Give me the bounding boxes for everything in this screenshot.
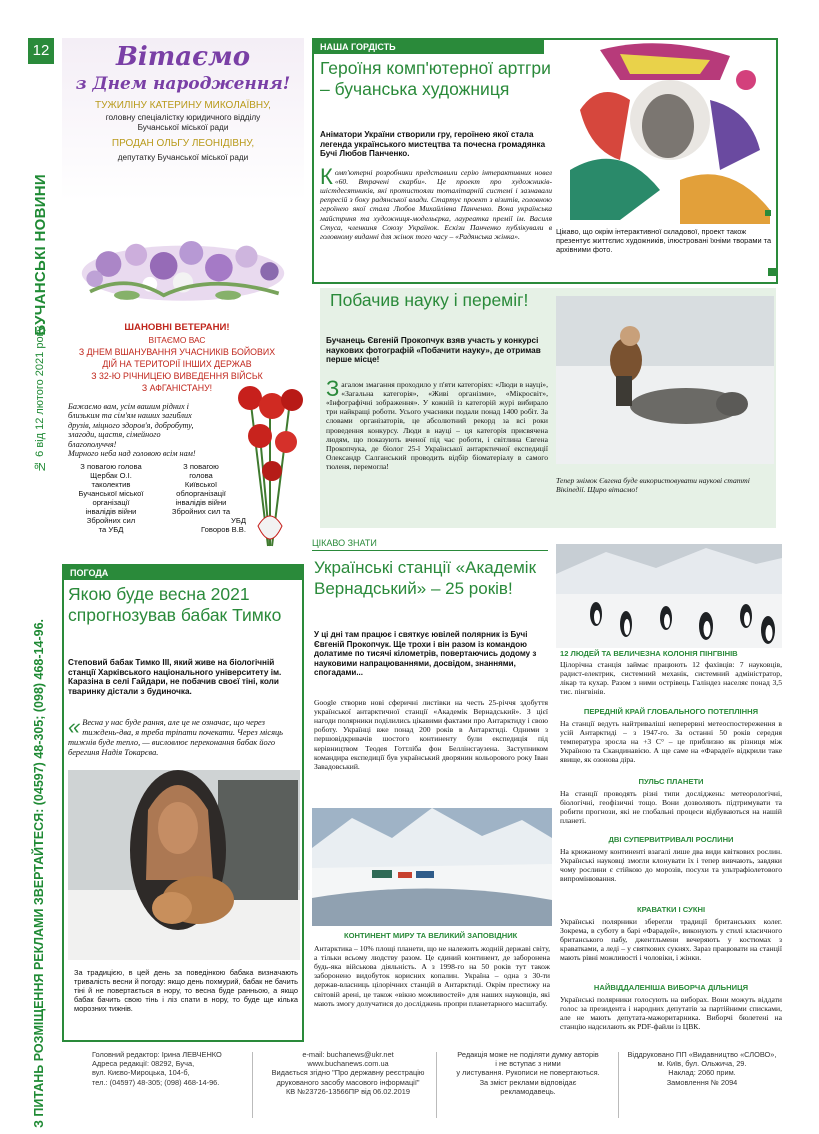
section-head: ПЕРЕДНІЙ КРАЙ ГЛОБАЛЬНОГО ПОТЕПЛІННЯ [583,707,759,716]
masthead-strip [28,66,54,476]
sign-cell: інвалідів війни [175,497,227,507]
imprint-line: За зміст реклами відповідає [479,1077,577,1087]
footer-divider [618,1052,619,1118]
sign-cell: та УБД [98,524,124,534]
imprint-printing [622,1050,782,1087]
imprint-line: м. Київ, бул. Ольжича, 29. [657,1059,747,1069]
science-caption: Тепер знімок Євгена буде використовувати наукові статті Вікіпедії. Щиро вітаємо! [556,476,750,495]
imprint-line: Видається згідно "Про державну реєстрацію [271,1068,425,1078]
antarctic-station-photo [312,808,552,926]
science-lead: Бучанець Євгеній Прокопчук взяв участь у конкурсі наукових фотографій «Побачити науку», де отримав перше місце! [326,336,541,365]
newspaper-name: БУЧАНСЬКІ НОВИНИ [32,174,49,336]
penguins-photo [556,544,782,648]
dropcap: К [320,164,333,189]
vernadsky-rubric: ЦІКАВО ЗНАТИ [312,538,377,548]
imprint-editor [62,1050,242,1087]
artist-collage-illustration [560,40,774,224]
weather-rubric: ПОГОДА [64,566,302,580]
veterans-line: З ДНЕМ ВШАНУВАННЯ УЧАСНИКІВ БОЙОВИХ [78,347,276,357]
vernadsky-lead: У ці дні там працює і святкує ювілей полярник із Бучі Євгеній Прокопчук. Ще трохи і він разом із командою долатиме по тисячі кілометрів, повертаючись додому з науковими напрацюваннями, досвідом, знаннями, спогадами... [314,630,537,678]
page-number: 12 [28,38,54,64]
birthday-subtitle: з Днем народження! [75,74,291,94]
poem-line: злагоди, щастя, сімейного [68,430,161,440]
birthday-person2-role: депутатку Бучанської міської ради [117,153,249,162]
seal-research-photo [556,296,774,464]
science-title: Побачив науку і переміг! [330,290,529,310]
imprint-footer [62,1050,784,1132]
imprint-line: тел.: (04597) 48-305; (098) 468-14-96. [92,1077,220,1087]
hero-lead: Аніматори України створили гру, героїнею якої стала легенда українського мистецтва та почесна громадянка Бучі Любов Панченко. [320,130,546,159]
birthday-person1-role: головну спеціалістку юридичного відділу [105,113,261,122]
sign-cell: організації [92,497,130,507]
veterans-poem [68,402,218,459]
sign-cell: Збройних сил та [171,506,231,516]
veterans-line: З АФГАНІСТАНУ! [141,383,213,393]
imprint-line: Віддруковано ПП «Видавництво «СЛОВО», [627,1050,777,1059]
sign-cell: Бучанської міської [78,488,144,498]
veterans-signatures [66,463,246,535]
imprint-contacts [258,1050,438,1096]
imprint-line: e-mail: buchanews@ukr.net [302,1050,394,1059]
weather-title: Якою буде весна 2021 спрогнозував бабак Тимко [68,584,282,625]
poem-line: Бажаємо вам, усім вашим рідних і [68,402,189,411]
poem-line: благополуччя! [68,439,117,449]
section-text: Цілорічна станція займає працюють 12 фахівців: 7 науковців, радист-електрик, системний механік, системний адміністратор, лікар та кухар. Разом з ними острівець Галіндез населяє понад 3,5 тис. пінгвінів. [560,660,782,697]
section-head: 12 ЛЮДЕЙ ТА ВЕЛИЧЕЗНА КОЛОНІЯ ПІНГВІНІВ [560,649,738,658]
imprint-line: і не вступає з ними [495,1059,561,1069]
section-head: КРАВАТКИ І СУКНІ [636,905,706,914]
section-head: ДВІ СУПЕРВИТРИВАЛІ РОСЛИНИ [608,835,734,844]
section-text: На станції ведуть найтриваліші неперервні метеоспостереження в усій Антарктиді – з 1947-го. За останні 50 років середня температура зросла на +3 С° – це приблизно як різниця між Україною та Скандинавією. А ще саме на «Фарадеї» відкрили таке явище, як озонова діра. [560,719,782,765]
birthday-title: Вітаємо [115,42,251,72]
imprint-line: www.buchanews.com.ua [307,1059,389,1069]
veterans-line: ВІТАЄМО ВАС [148,335,206,345]
imprint-line: рекламодавець. [500,1086,556,1096]
section-text: Українські полярники голосують на виборах. Вони можуть віддати голос за президента і народних депутатів за партійними списками, але не мають депутата-мажоритарника. Виборчі бюлетені на станцію надсилають як PDF-файли із ЦВК. [560,995,782,1032]
quote-mark: « [68,714,81,739]
science-body [326,376,548,471]
weather-quote-text: Весна у нас буде рання, але це не означає, що через тиждень-два, я треба тріпати почекати. Через місяць тижнів буде тепло, — висловлює переконання бабак його берегиня Надія Токарєва. [68,718,283,757]
weather-body: За традицією, в цей день за поведінкою бабака визначають тривалість весни й погоду: якщо день похмурий, бабак не бачить тіні й не повертається в нору, то весна буде ранньою, а якщо бабак бачить свою тінь і ліз спати в нору, то буде ще кілька морозних тижнів. [74,968,298,1014]
section-text: На станції проводять різні типи досліджень: метеорологічні, біологічні, геофізичні тощо. Вони дозволяють підтримувати та робити прогнози, які не глобальні процеси відбуваються на нашій планеті. [560,789,782,826]
imprint-line: Редакція може не поділяти думку авторів [457,1050,599,1059]
flowers-illustration [62,218,304,310]
imprint-line: Головний редактор: Ірина ЛЕВЧЕНКО [92,1050,222,1059]
birthday-person1: ТУЖИЛІНУ КАТЕРИНУ МИКОЛАЇВНУ, [95,100,271,111]
footer-divider [436,1052,437,1118]
sign-cell: З повагою голова [80,462,142,471]
imprint-line: у листування. Рукописи не повертаються. [456,1068,600,1078]
imprint-line: вул. Києво-Мироцька, 104-б, [92,1068,190,1078]
sign-cell: голова [189,470,213,480]
section-head: НАЙВІДДАЛЕНІША ВИБОРЧА ДІЛЬНИЦЯ [593,983,749,992]
poem-line: Мирного неба над головою всім нам! [68,449,196,459]
hero-body-text: омп'ютерні розробники представили серію інтерактивних новел «60. Втрачені скарби». Це проект про художників-шістдесятників, які протистояли тоталітарній системі і зазнавали репресій з боку радянської влади. Стартує проект з візитів, головною героїнею якої стала Любов Михайлівна Панченко. Вона українська майстриня та художниця-модельєрка, лауреатка премії ім. Василя Стуса, членкиня Союзу Українок. Ескізи Панченко публікували в головному виданні для жінок того часу – «Радянська жінка». [320,168,552,241]
section-head: ПУЛЬС ПЛАНЕТИ [638,777,704,786]
sign-cell: інвалідів війни [85,506,137,516]
poem-line: близьким та сім'ям наших загиблих [68,411,192,421]
carnations-illustration [230,376,310,556]
imprint-line: КВ №23726-13566ПР від 06.02.2019 [286,1086,410,1096]
veterans-heading: ШАНОВНІ ВЕТЕРАНИ! [124,322,230,333]
weather-quote [68,714,300,758]
vernadsky-title: Українські станції «Академік Вернадський» – 25 років! [314,558,537,598]
veterans-greeting [62,316,304,556]
imprint-line: Замовлення № 2094 [666,1077,738,1087]
imprint-disclaimer [440,1050,616,1096]
sign-cell: Говоров В.В. [201,524,246,534]
end-mark [768,268,776,276]
rubric-divider [312,550,548,551]
sign-cell: УБД [231,515,246,525]
veterans-line: ДІЙ НА ТЕРИТОРІЇ ІНШИХ ДЕРЖАВ [102,359,252,369]
imprint-line: Адреса редакції: 08292, Буча, [92,1059,195,1069]
veterans-line: З 32-Ю РІЧНИЦЕЮ ВИВЕДЕННЯ ВІЙСЬК [91,371,263,381]
imprint-line: друкованого засобу масового інформації" [276,1077,420,1087]
sign-cell: облорганізації [176,488,226,498]
hero-caption: Цікаво, що окрім інтерактивної складової, проект також презентує життєпис художників, ілюстровані їхніми творами та архівними фото. [556,227,772,254]
hero-title: Героїня комп'ютерної артгри – бучанська художниця [320,58,551,100]
vernadsky-body: Google створив нові сферичні листівки на честь 25-річчя здобуття української антарктичної станції «Академік Вернадський». З цієї нагоди полярники поділились цікавими фактами про Антарктиду і свою роботу. Українці вже понад 200 років в Антарктиді. Одними з першовідкривачів шостого континенту були експедиція під керівництвом Теодея Готтліба фон Беллінсгаузена. Заступником командира експедиції був український дворянин кольорового року Іван Завадовський. [314,698,548,771]
birthday-person1-role2: Бучанської міської ради [137,123,229,132]
hero-body [320,164,552,241]
hero-rubric: НАША ГОРДІСТЬ [314,40,544,54]
sign-cell: Збройних сил [86,515,136,525]
sign-cell: З повагою [183,462,219,471]
issue-info: № 6 від 12 лютого 2021 року [34,326,46,472]
birthday-greeting [62,38,304,310]
dropcap: З [326,376,340,401]
vernadsky-body2: Антарктика – 10% площі планети, що не належить жодній державі світу, а тільки всьому людству разом. Це єдиний континент, де заборонена будь-яка військова діяльність. А з 1998-го на 50 років тут також заборонено видобуток корисних копалин. Україна – одна з 30-ти держав-власниць цілорічних станцій в Антарктиді. Окрім престижу на світовій арені, це також «вікно можливостей» для наших науковців, які мають змогу долучатися до досліджень пропри планетарного масштабу. [314,944,550,1008]
weather-lead: Степовий бабак Тимко ІІІ, який живе на біологічній станції Харківського національного університету ім. Каразіна в селі Гайдари, не побачив своєї тіні, коли тваринку дістали з будиночка. [68,658,282,697]
sign-cell: таколектив [91,479,131,489]
vernadsky-subhead: КОНТИНЕНТ МИРУ ТА ВЕЛИКИЙ ЗАПОВІДНИК [344,931,518,940]
section-text: Українські полярники зберегли традиції британських колег. Зокрема, в суботу в барі «Фарадей», виконують у стилі класичного британського пабу, джентльмени вечеряють у костюмах з краватками, а леді – у святкових сукнях. Зараз працювати на станції мають рівні можливості і чоловіки, і жінки. [560,917,782,963]
imprint-line: Наклад: 2060 прим. [668,1068,736,1078]
footer-divider [252,1052,253,1118]
birthday-person2: ПРОДАН ОЛЬГУ ЛЕОНІДІВНУ, [111,138,255,149]
section-text: На крижаному континенті взагалі лише два види квіткових рослин. Українські науковці змогли клонувати їх і тепер вивчають, завдяки чому рослини є стійкою до морозів, посухи та ультрафіолетового випромінювання. [560,847,782,884]
ads-contact: З ПИТАНЬ РОЗМІЩЕННЯ РЕКЛАМИ ЗВЕРТАЙТЕСЯ: (04597) 48-305; (098) 468-14-96. [32,619,46,1128]
poem-line: друзів, міцного здоров'я, добробуту, [68,420,194,430]
sign-cell: Щербак О.І. [90,470,132,480]
sign-cell: Київської [184,479,218,489]
science-body-text: агалом змагання проходило у п'яти категоріях: «Люди в науці», «Загальна категорія», «Живі організми», «Мікросвіт», «Інфографічні зображення». У кожній із категорій журі вибирало три найкращі роботи. Усього учасники подали понад 1400 робіт. За словами організаторів, це абсолютний рекорд за всі роки проведення конкурсу. Люди в науці – ця категорія присвячена людям, що показують вченої під час роботи, і світлина Євгена Прокопчука, де біолог 25-ї Української антарктичної експедиції Олександр Салганський проводить відбір біоматеріалу в самого тюленя, перемогла! [326,380,548,471]
woman-with-marmot-photo [68,770,300,960]
ads-strip [28,536,54,1128]
